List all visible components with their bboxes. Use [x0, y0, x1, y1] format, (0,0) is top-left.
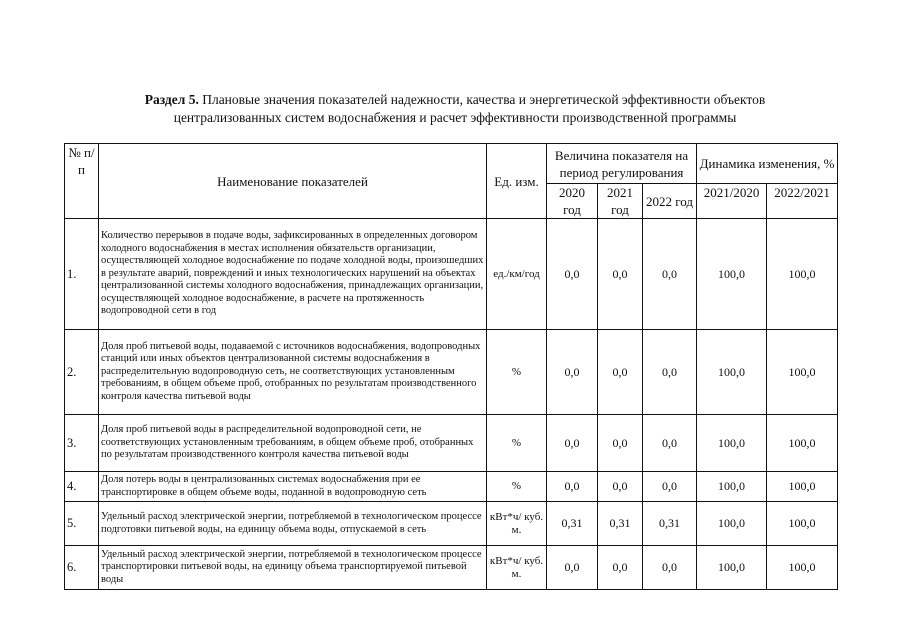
row-value-2020: 0,0: [547, 546, 598, 590]
row-dynamics-2021-2020: 100,0: [697, 472, 767, 502]
header-year-2021: 2021 год: [598, 184, 643, 219]
row-value-2020: 0,31: [547, 502, 598, 546]
header-period-group: Величина показателя на период регулирования: [547, 144, 697, 184]
row-unit: %: [487, 330, 547, 415]
row-number: 3.: [65, 415, 99, 472]
header-dynamics-group: Динамика изменения, %: [697, 144, 838, 184]
row-unit: кВт*ч/ куб. м.: [487, 546, 547, 590]
row-dynamics-2022-2021: 100,0: [767, 546, 838, 590]
row-value-2021: 0,0: [598, 546, 643, 590]
row-value-2022: 0,0: [643, 472, 697, 502]
row-number: 5.: [65, 502, 99, 546]
row-number: 2.: [65, 330, 99, 415]
row-name: Количество перерывов в подаче воды, зафиксированных в определенных договором холодного водоснабжения в местах исполнения обязательств организации, осуществляющей холодное водоснабжение по подаче холодной воды, произошедших в результате аварий, повреждений и иных технологических нарушений на объектах централизованной системы холодного водоснабжения, принадлежащих организации, осуществляющей холодное водоснабжение, в расчете на протяженность водопроводной сети в год: [99, 219, 487, 330]
row-value-2020: 0,0: [547, 219, 598, 330]
header-name: Наименование показателей: [99, 144, 487, 219]
header-dynamics-2021-2020: 2021/2020: [697, 184, 767, 219]
row-value-2020: 0,0: [547, 472, 598, 502]
table-row: [65, 472, 838, 502]
row-value-2021: 0,0: [598, 415, 643, 472]
row-name: Удельный расход электрической энергии, потребляемой в технологическом процессе подготовки питьевой воды, на единицу объема воды, отпускаемой в сеть: [99, 502, 487, 546]
row-name: Доля проб питьевой воды, подаваемой с источников водоснабжения, водопроводных станций или иных объектов централизованной системы водоснабжения в распределительную водопроводную сеть, не соответствующих установленным требованиям, в общем объеме проб, отобранных по результатам производственного контроля качества питьевой воды: [99, 330, 487, 415]
row-name: Доля потерь воды в централизованных системах водоснабжения при ее транспортировке в общем объеме воды, поданной в водопроводную сеть: [99, 472, 487, 502]
row-unit: ед./км/год: [487, 219, 547, 330]
header-year-2022: 2022 год: [643, 184, 697, 219]
row-value-2022: 0,31: [643, 502, 697, 546]
header-number: № п/п: [65, 144, 99, 219]
row-name: Удельный расход электрической энергии, потребляемой в технологическом процессе транспортировки питьевой воды, на единицу объема транспортируемой питьевой воды: [99, 546, 487, 590]
row-name: Доля проб питьевой воды в распределительной водопроводной сети, не соответствующих установленным требованиям, в общем объеме проб, отобранных по результатам производственного контроля качества питьевой воды: [99, 415, 487, 472]
row-dynamics-2022-2021: 100,0: [767, 472, 838, 502]
row-value-2022: 0,0: [643, 330, 697, 415]
header-unit: Ед. изм.: [487, 144, 547, 219]
header-dynamics-2022-2021: 2022/2021: [767, 184, 838, 219]
row-value-2022: 0,0: [643, 219, 697, 330]
indicators-table: [64, 143, 838, 590]
row-value-2020: 0,0: [547, 330, 598, 415]
table-row: [65, 330, 838, 415]
row-value-2022: 0,0: [643, 546, 697, 590]
table-row: [65, 219, 838, 330]
row-dynamics-2022-2021: 100,0: [767, 502, 838, 546]
row-number: 6.: [65, 546, 99, 590]
section-title-line2: централизованных систем водоснабжения и расчет эффективности производственной программы: [173, 110, 737, 125]
row-number: 4.: [65, 472, 99, 502]
row-unit: кВт*ч/ куб. м.: [487, 502, 547, 546]
row-dynamics-2021-2020: 100,0: [697, 219, 767, 330]
row-unit: %: [487, 472, 547, 502]
row-value-2021: 0,0: [598, 472, 643, 502]
row-value-2021: 0,0: [598, 330, 643, 415]
row-dynamics-2021-2020: 100,0: [697, 502, 767, 546]
section-number: Раздел 5.: [144, 92, 199, 107]
header-year-2020: 2020 год: [547, 184, 598, 219]
row-value-2021: 0,0: [598, 219, 643, 330]
row-unit: %: [487, 415, 547, 472]
row-dynamics-2022-2021: 100,0: [767, 330, 838, 415]
row-dynamics-2021-2020: 100,0: [697, 415, 767, 472]
table-row: [65, 546, 838, 590]
section-title-line1: Плановые значения показателей надежности, качества и энергетической эффективности объектов: [198, 92, 766, 107]
row-dynamics-2021-2020: 100,0: [697, 546, 767, 590]
row-dynamics-2021-2020: 100,0: [697, 330, 767, 415]
row-value-2021: 0,31: [598, 502, 643, 546]
row-dynamics-2022-2021: 100,0: [767, 415, 838, 472]
section-heading: [60, 91, 850, 127]
table-row: [65, 502, 838, 546]
table-row: [65, 415, 838, 472]
row-dynamics-2022-2021: 100,0: [767, 219, 838, 330]
row-value-2022: 0,0: [643, 415, 697, 472]
row-number: 1.: [65, 219, 99, 330]
row-value-2020: 0,0: [547, 415, 598, 472]
